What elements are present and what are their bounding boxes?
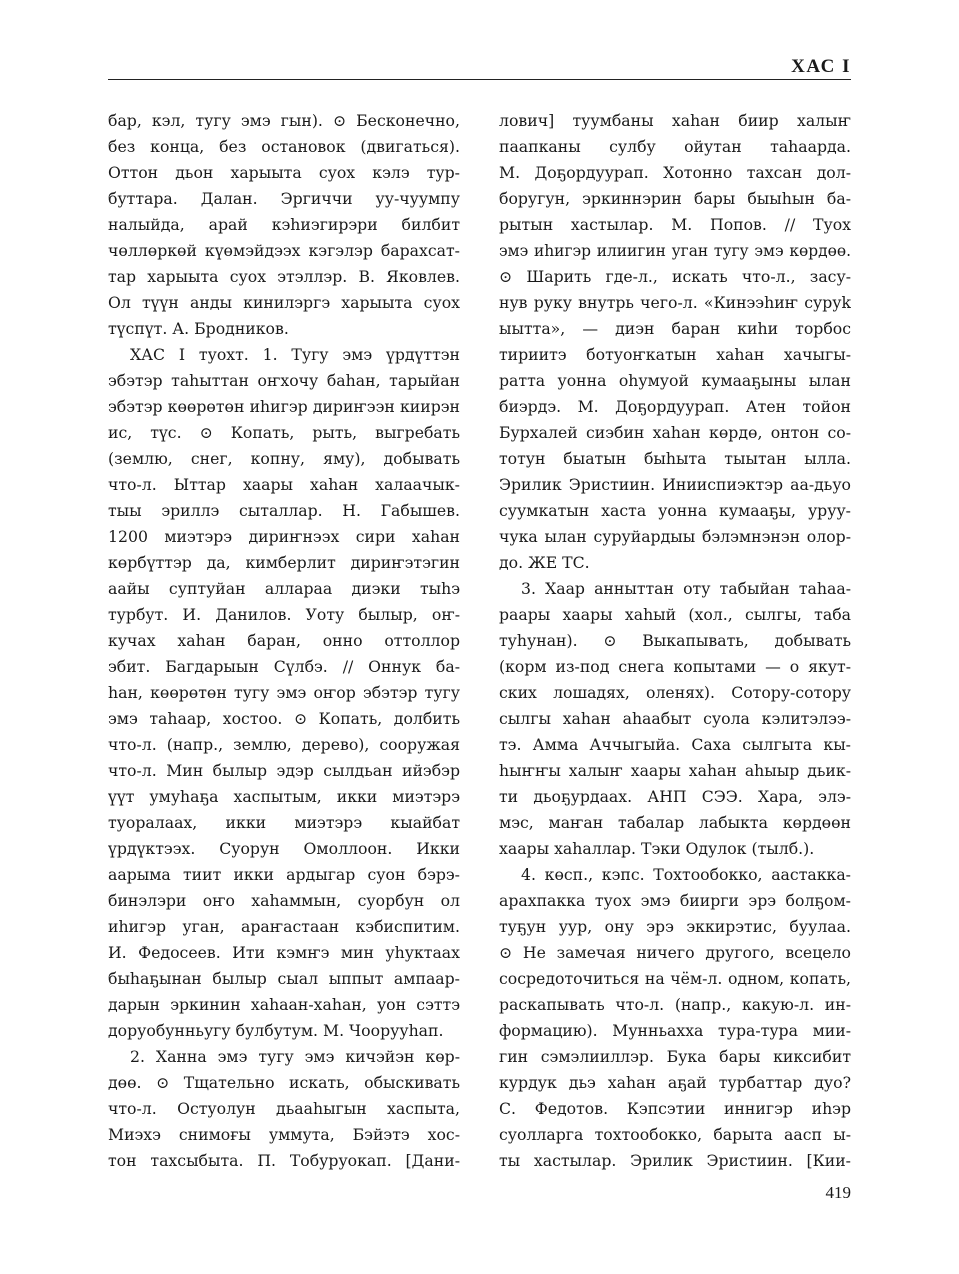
text-line: тон тахсыбыта. П. Тобуруокап. [Дани- <box>108 1151 460 1170</box>
text-line: дарын эркинин хаhаан-хаhан, уон сэттэ <box>108 995 460 1014</box>
text-line: формацию). Мунньахха тура-тура мии- <box>499 1021 851 1040</box>
text-line: Миэхэ снимоғы уммута, Бэйэтэ хос- <box>108 1125 460 1144</box>
text-line: туоралаах, икки миэтэрэ кыайбат <box>108 813 460 832</box>
text-line: аайы суптуйан алларaа диэки тыhэ <box>108 579 460 598</box>
text-line: тотун быатын быhыта тыытан ылла. <box>499 449 851 468</box>
entry-headword-line: ХАС I туохт. 1. Тугу эмэ үрдүттэн <box>130 345 460 364</box>
text-line: Оттон дьон харыыта суох кэлэ тур- <box>108 163 460 182</box>
text-line: бинэлэри оҥо хаhаммын, суорбун ол <box>108 891 460 910</box>
page-header-title: ХАС I <box>791 56 851 77</box>
sense-number-line: 4. көсп., кэпс. Тохтообокко, аастакка- <box>521 865 851 884</box>
text-line: эмэ иhигэр илиигин уган тугу эмэ көрдөө. <box>499 242 851 260</box>
text-line: налыйда, арай кэhиэгирэри билбит <box>108 215 460 234</box>
left-column <box>108 108 460 1174</box>
text-line: курдук дьэ хаhан аҕай турбаттар дуо? <box>499 1073 851 1092</box>
text-line: 1200 миэтэрэ дириҥнээх сири хаhан <box>108 527 460 546</box>
text-line: үүт умуhаҕа хаспытым, икки миэтэрэ <box>108 787 460 806</box>
text-line: рытын хастылар. М. Попов. // Туох <box>499 215 851 234</box>
text-line: боругун, эркиннэрин бары быыhын ба- <box>499 189 851 208</box>
text-line: без конца, без остановок (двигаться). <box>108 137 460 156</box>
text-line: (корм из-под снега копытами — о якут- <box>499 657 851 676</box>
text-line: что-л. Остуолун дьааhыгын хаспыта, <box>108 1099 460 1118</box>
text-line: лович] туумбаны хаhан биир халыҥ <box>499 111 851 130</box>
text-line: раскапывать что-л. (напр., какую-л. ин- <box>499 995 851 1014</box>
text-line: что-л. (напр., землю, дерево), сооружая <box>108 735 460 754</box>
page-number: 419 <box>825 1183 851 1202</box>
text-line: чөллөркөй күөмэйдээх кэгэлэр барахсат- <box>108 241 460 260</box>
text-line: ских лошадях, оленях). Сотору-сотору <box>499 683 851 702</box>
text-line: тириитэ ботуоҥкатын хаhан хачыгы- <box>499 345 851 364</box>
text-line: сылгы хаhан аhаабыт суола кэлитэлээ- <box>499 709 851 728</box>
text-line: турбут. И. Данилов. Уоту былыр, оҥ- <box>108 605 460 624</box>
text-line: hыҥҥы халыҥ хаары хаhан аhыыр дьик- <box>499 761 851 780</box>
text-line: ыытта», — диэн баран киhи торбос <box>499 319 851 338</box>
sense-number-line: 3. Хаар анныттан оту табыйан таhаа- <box>521 579 851 598</box>
text-line: быhаҕынан былыр сыал ыппыт ампаар- <box>108 969 460 988</box>
text-line: сосредоточиться на чём-л. одном, копать, <box>499 969 851 988</box>
text-line: буттара. Далан. Эргиччи уу-чуумпу <box>108 189 460 208</box>
text-line: (землю, снег, копну, яму), добывать <box>108 449 460 468</box>
text-line: бар, кэл, тугу эмэ гын). ⊙ Бесконечно, <box>108 111 460 130</box>
sense-number-line: 2. Ханна эмэ тугу эмэ кичэйэн көр- <box>130 1047 460 1066</box>
text-line: ис, түс. ⊙ Копать, рыть, выгребать <box>108 423 460 442</box>
text-line: кучах хаhан баран, онно оттоллор <box>108 631 460 650</box>
text-line: ⊙ Не замечая ничего другого, всецело <box>499 943 851 962</box>
text-line: И. Федосеев. Ити кэмҥэ мин уhуктаах <box>108 943 460 962</box>
text-line: hан, көөрөтөн тугу эмэ оҥор эбэтэр тугу <box>108 683 460 702</box>
text-line: до. ЖЕ ТС. <box>499 553 590 572</box>
text-line: Бурхалей сиэбин хаhан көрдө, онтон со- <box>499 423 851 442</box>
text-line: мэс, маҥан табалар лабыкта көрдөөн <box>499 813 851 832</box>
text-line: что-л. Мин былыр эдэр сылдьан ийэбэр <box>108 761 460 780</box>
text-line: гин сэмэлииллэр. Бука бары киксибит <box>499 1047 851 1066</box>
right-column <box>499 108 851 1174</box>
text-line: М. Доҕордуурап. Хотонно тахсан дол- <box>499 163 851 182</box>
text-line: ⊙ Шарить где-л., искать что-л., засу- <box>499 267 851 286</box>
text-line: что-л. Ыттар хаары хаhан халаачык- <box>108 475 460 494</box>
text-line: дөө. ⊙ Тщательно искать, обыскивать <box>108 1073 460 1092</box>
text-line: раары хаары хаhый (хол., сылгы, таба <box>499 605 851 624</box>
text-line: чука ылан суруйардыы бэлэмнэнэн олор- <box>499 527 851 546</box>
text-line: паапканы сулбу ойутан таhаарда. <box>499 137 851 156</box>
text-line: аарыма тиит икки ардыгар суон бэрэ- <box>108 865 460 884</box>
text-line: туhунан). ⊙ Выкапывать, добывать <box>499 631 851 650</box>
text-line: биэрдэ. М. Доҕордуурап. Атен тойон <box>499 397 851 416</box>
text-line: ти дьоҕурдаах. АНП СЭЭ. Хара, элэ- <box>499 787 851 806</box>
text-line: суумкатын хаста уонна кумааҕы, уруу- <box>499 501 851 520</box>
text-line: эмэ таhаар, хостоо. ⊙ Копать, долбить <box>108 709 460 728</box>
text-line: эбэтэр көөрөтөн иhигэр дириҥээн киирэн <box>108 397 460 416</box>
text-line: хаары хаhаллар. Тэки Одулок (тылб.). <box>499 839 815 858</box>
text-line: арахпакка туох эмэ биирги эрэ болҕом- <box>499 891 851 910</box>
text-line: тыы эриллэ сыталлар. Н. Габышев. <box>108 501 460 520</box>
text-line: нув руку внутрь чего-л. «Кинээhиҥ суруk <box>499 293 851 312</box>
text-line: тэ. Амма Аччыгыйа. Саха сылгыта кы- <box>499 735 851 754</box>
text-line: эбит. Багдарыын Сүлбэ. // Оннук ба- <box>108 657 460 676</box>
text-line: Эрилик Эристиин. Инииспиэктэр аа-дьуо <box>499 475 851 494</box>
text-line: көрбүттэр да, кимберлит дириҥэтэгин <box>108 553 460 572</box>
text-line: үрдүктээх. Суорун Омоллоон. Икки <box>108 839 460 858</box>
text-line: доруобунньугу булбутум. М. Чоорууhап. <box>108 1021 444 1040</box>
text-line: иhигэр уган, араҥастаан кэбиспитим. <box>108 917 460 936</box>
header-rule <box>108 79 851 80</box>
text-line: тар харыыта суох этэллэр. В. Яковлев. <box>108 267 460 286</box>
text-line: түспүт. А. Бродников. <box>108 319 289 338</box>
text-line: туҕун уур, ону эрэ эккирэтис, буулаа. <box>499 917 851 936</box>
text-line: суолларга тохтообокко, барыта аасп ы- <box>499 1125 851 1144</box>
text-line: эбэтэр таhыттан оҥхочу баhан, тарыйан <box>108 371 460 390</box>
text-line: ратта уонна оhумуой кумааҕыны ылан <box>499 371 851 390</box>
text-line: ты хастылар. Эрилик Эристиин. [Кии- <box>499 1151 851 1170</box>
text-line: Ол түүн анды кинилэргэ харыыта суох <box>108 293 460 312</box>
text-line: С. Федотов. Кэпсэтии иннигэр иhэр <box>499 1099 851 1118</box>
